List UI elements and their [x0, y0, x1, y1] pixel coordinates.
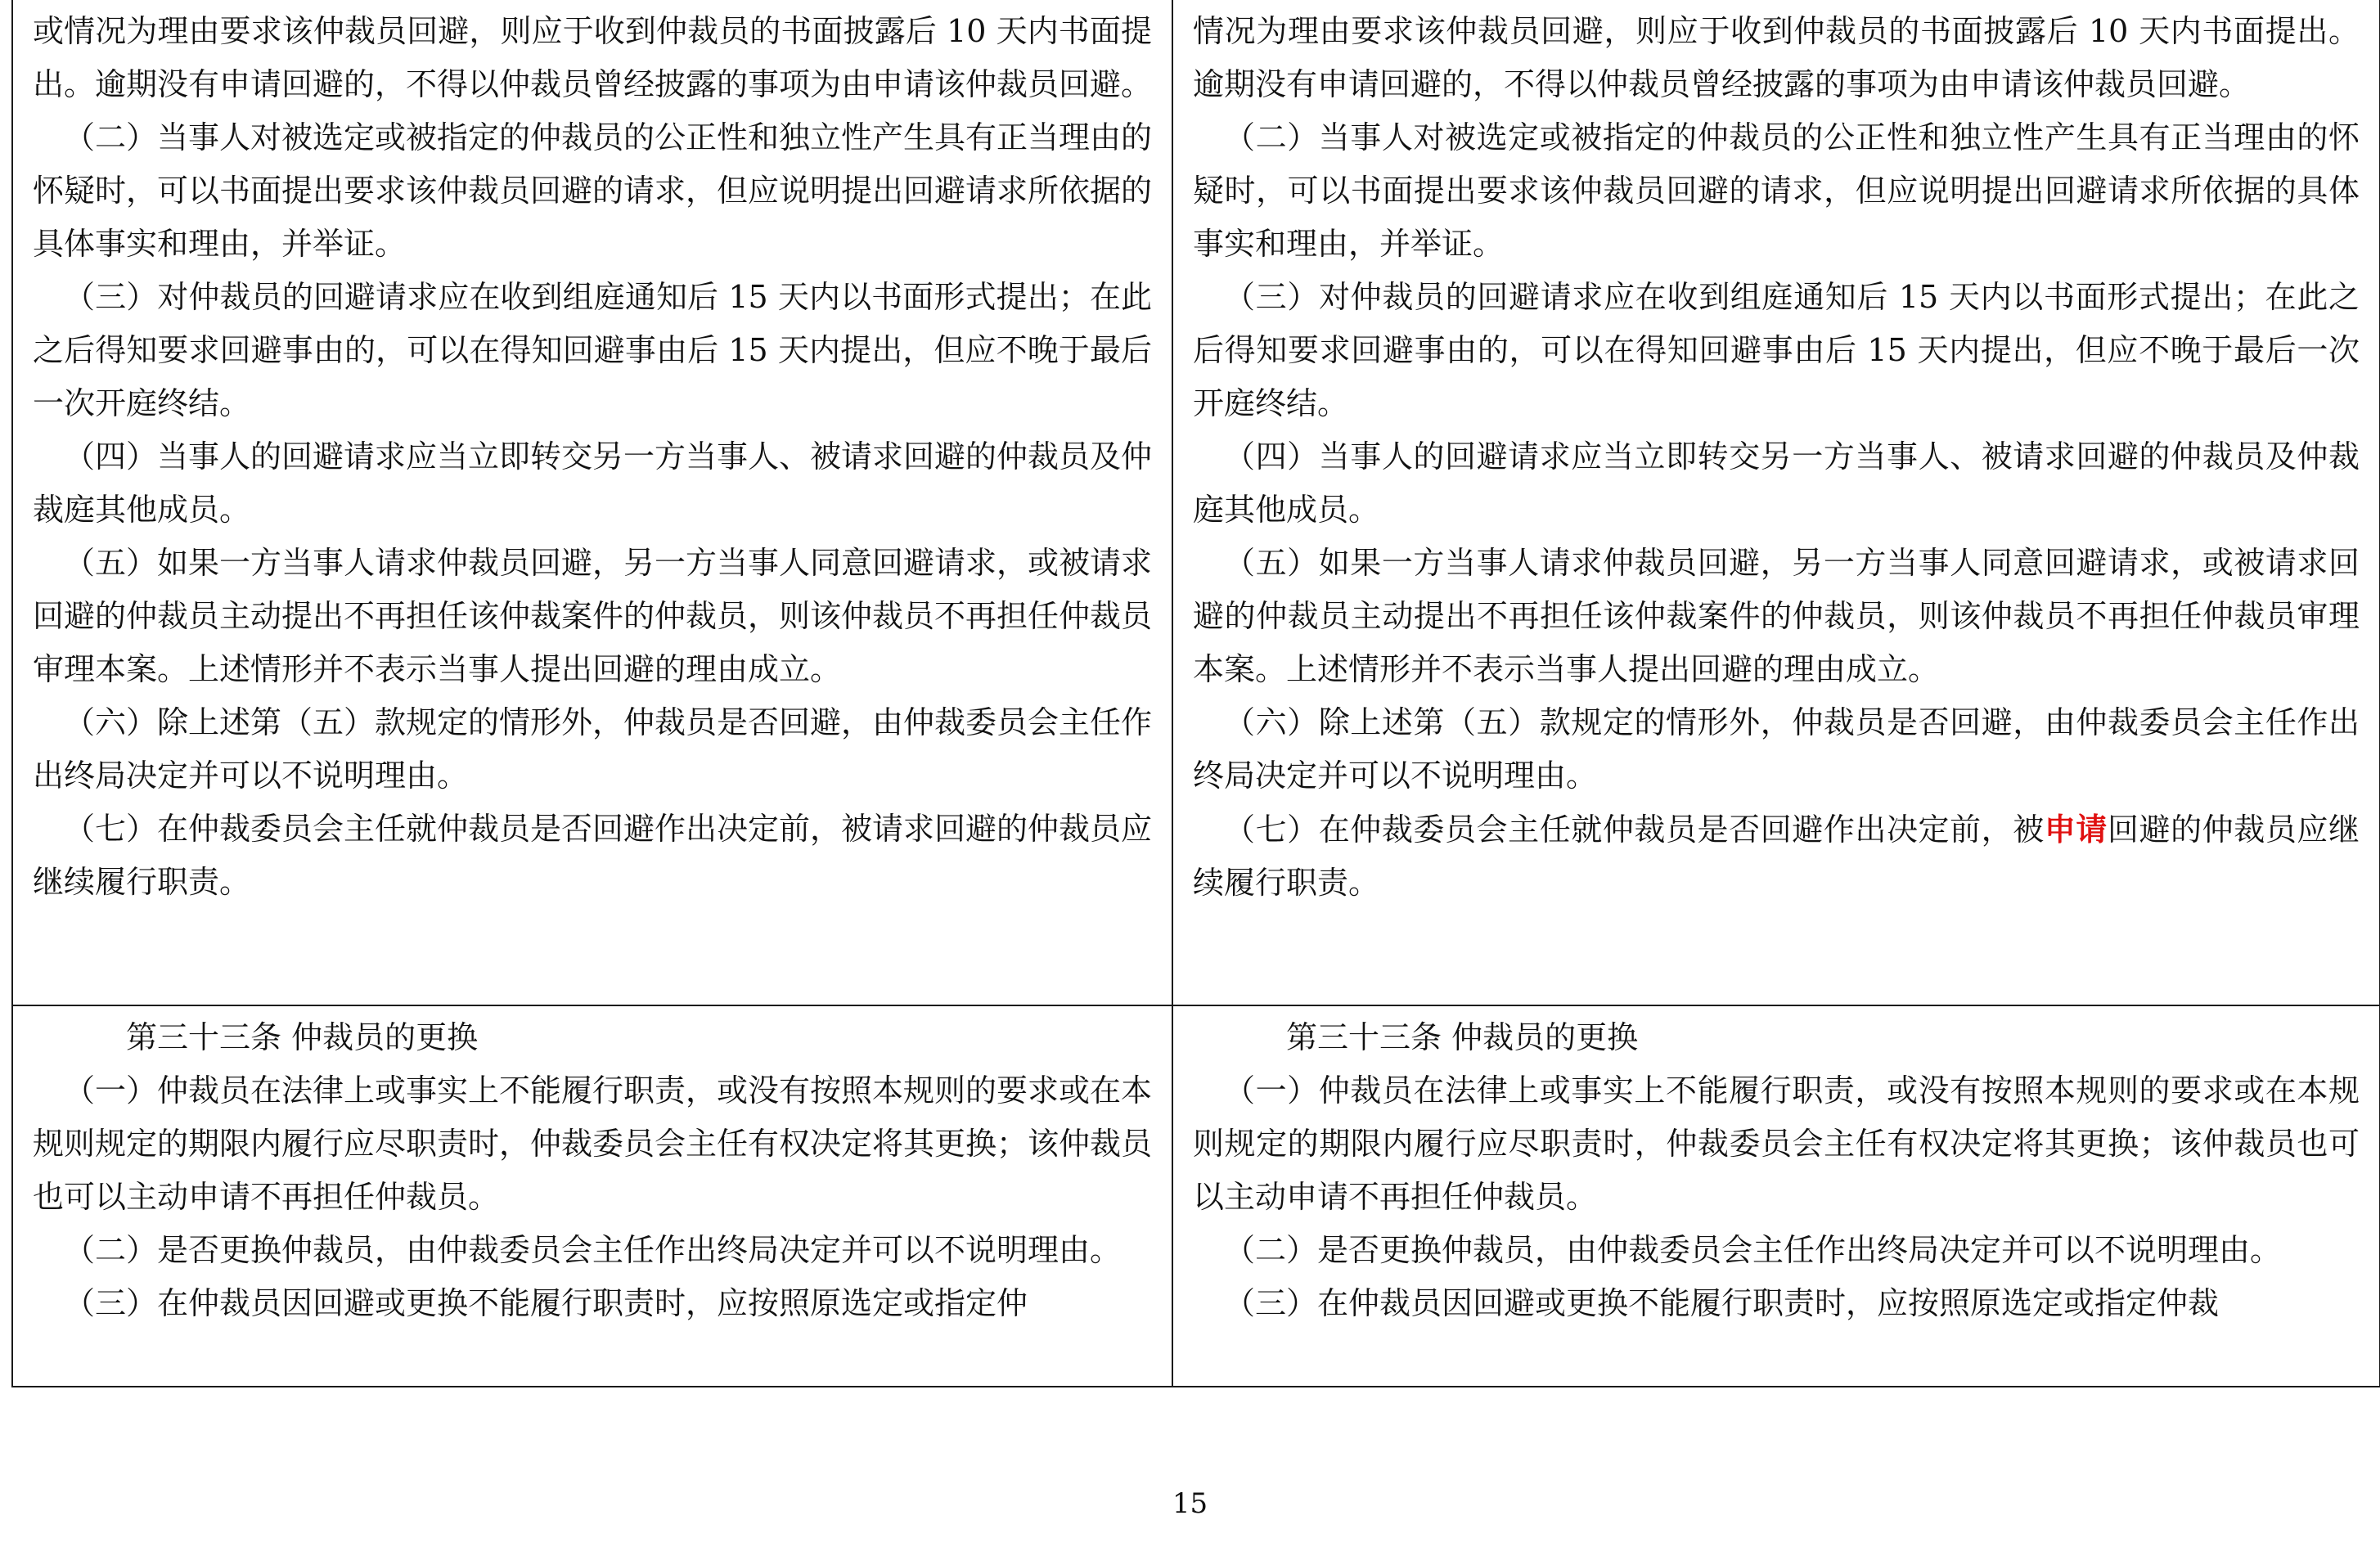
page-number: 15: [1172, 1487, 1208, 1520]
table-row: [12, 1005, 2380, 1387]
paragraph: （二）是否更换仲裁员，由仲裁委员会主任作出终局决定并可以不说明理由。: [1224, 1232, 2282, 1268]
paragraph: （二）当事人对被选定或被指定的仲裁员的公正性和独立性产生具有正当理由的怀疑时，可以书面提出要求该仲裁员回避的请求，但应说明提出回避请求所依据的具体事实和理由，并举证。: [33, 119, 1153, 262]
paragraph: （四）当事人的回避请求应当立即转交另一方当事人、被请求回避的仲裁员及仲裁庭其他成员。: [33, 438, 1153, 528]
paragraph: 或情况为理由要求该仲裁员回避，则应于收到仲裁员的书面披露后 10 天内书面提出。逾期没有申请回避的，不得以仲裁员曾经披露的事项为由申请该仲裁员回避。: [33, 13, 1153, 102]
table-row: [12, 0, 2380, 1005]
comparison-table: [11, 0, 2380, 1387]
paragraph: （七）在仲裁委员会主任就仲裁员是否回避作出决定前，被请求回避的仲裁员应继续履行职责。: [33, 811, 1153, 900]
paragraph: （二）当事人对被选定或被指定的仲裁员的公正性和独立性产生具有正当理由的怀疑时，可以书面提出要求该仲裁员回避的请求，但应说明提出回避请求所依据的具体事实和理由，并举证。: [1193, 119, 2360, 262]
left-cell-lower: [12, 1005, 1172, 1387]
paragraph: （五）如果一方当事人请求仲裁员回避，另一方当事人同意回避请求，或被请求回避的仲裁员主动提出不再担任该仲裁案件的仲裁员，则该仲裁员不再担任仲裁员审理本案。上述情形并不表示当事人提出回避的理由成立。: [33, 545, 1153, 687]
highlighted-revision: 申请: [2044, 811, 2108, 848]
paragraph: （二）是否更换仲裁员，由仲裁委员会主任作出终局决定并可以不说明理由。: [64, 1232, 1122, 1268]
right-cell-upper: [1172, 0, 2380, 1005]
paragraph: （三）在仲裁员因回避或更换不能履行职责时，应按照原选定或指定仲: [64, 1285, 1028, 1321]
paragraph: （一）仲裁员在法律上或事实上不能履行职责，或没有按照本规则的要求或在本规则规定的期限内履行应尽职责时，仲裁委员会主任有权决定将其更换；该仲裁员也可以主动申请不再担任仲裁员。: [33, 1073, 1153, 1215]
left-cell-upper: [12, 0, 1172, 1005]
paragraph: （一）仲裁员在法律上或事实上不能履行职责，或没有按照本规则的要求或在本规则规定的期限内履行应尽职责时，仲裁委员会主任有权决定将其更换；该仲裁员也可以主动申请不再担任仲裁员。: [1193, 1073, 2360, 1215]
paragraph: （三）对仲裁员的回避请求应在收到组庭通知后 15 天内以书面形式提出；在此之后得知要求回避事由的，可以在得知回避事由后 15 天内提出，但应不晚于最后一次开庭终结。: [33, 279, 1152, 421]
paragraph: （六）除上述第（五）款规定的情形外，仲裁员是否回避，由仲裁委员会主任作出终局决定并可以不说明理由。: [1193, 704, 2360, 794]
article-title: 第三十三条 仲裁员的更换: [126, 1019, 479, 1055]
paragraph: 情况为理由要求该仲裁员回避，则应于收到仲裁员的书面披露后 10 天内书面提出。逾期没有申请回避的，不得以仲裁员曾经披露的事项为由申请该仲裁员回避。: [1193, 13, 2360, 102]
paragraph-seven-start: （七）在仲裁委员会主任就仲裁员是否回避作出决定前，被: [1224, 812, 2045, 848]
article-title: 第三十三条 仲裁员的更换: [1286, 1019, 1639, 1055]
paragraph-seven-end: 回避的仲裁员应继续履行职责。: [1193, 812, 2360, 901]
paragraph: （五）如果一方当事人请求仲裁员回避，另一方当事人同意回避请求，或被请求回避的仲裁员主动提出不再担任该仲裁案件的仲裁员，则该仲裁员不再担任仲裁员审理本案。上述情形并不表示当事人提出回避的理由成立。: [1193, 545, 2360, 687]
paragraph: （六）除上述第（五）款规定的情形外，仲裁员是否回避，由仲裁委员会主任作出终局决定并可以不说明理由。: [33, 704, 1153, 794]
paragraph: （三）在仲裁员因回避或更换不能履行职责时，应按照原选定或指定仲裁: [1224, 1285, 2220, 1321]
paragraph: （四）当事人的回避请求应当立即转交另一方当事人、被请求回避的仲裁员及仲裁庭其他成员。: [1193, 438, 2360, 528]
right-cell-lower: [1172, 1005, 2380, 1387]
paragraph: （三）对仲裁员的回避请求应在收到组庭通知后 15 天内以书面形式提出；在此之后得知要求回避事由的，可以在得知回避事由后 15 天内提出，但应不晚于最后一次开庭终结。: [1193, 279, 2360, 421]
paragraph-seven: [1193, 803, 2360, 910]
